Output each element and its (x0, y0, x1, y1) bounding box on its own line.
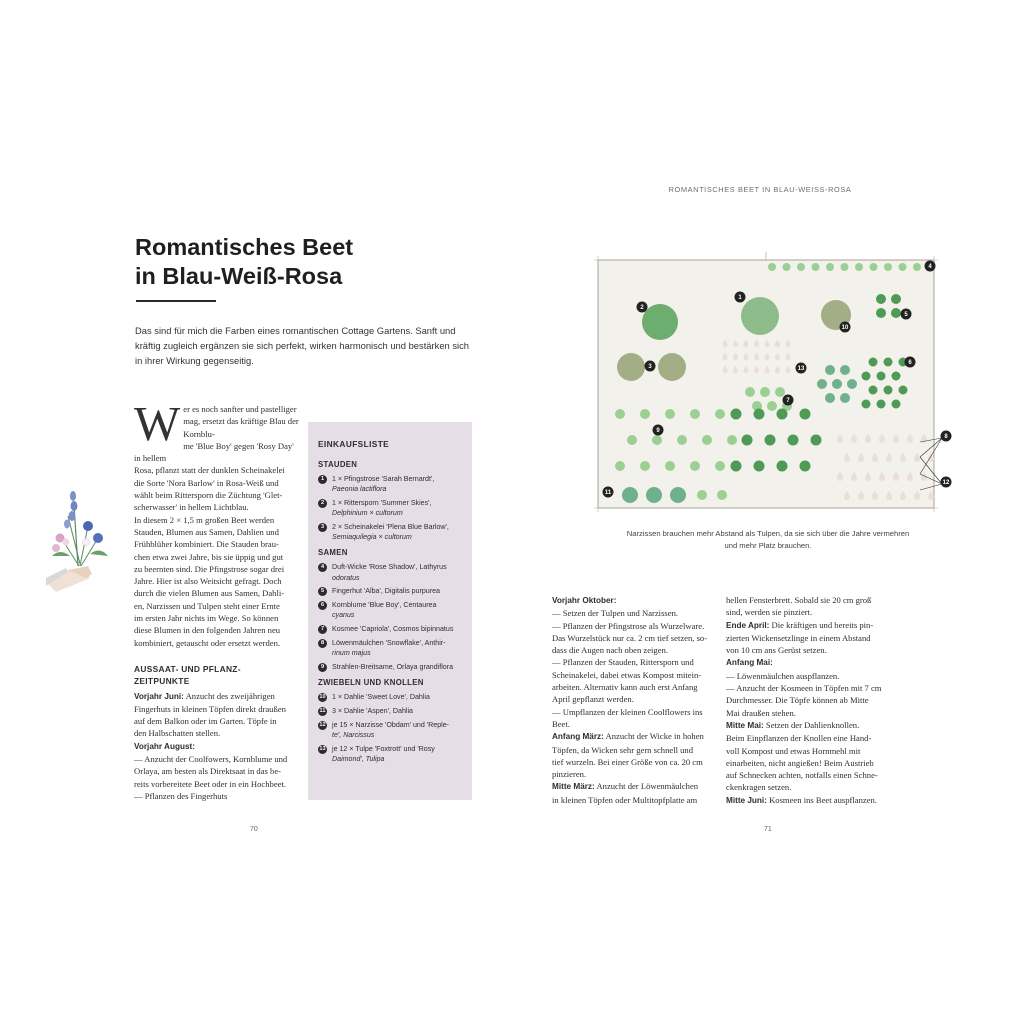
cornflower-plant (892, 372, 901, 381)
orlaya-plant (702, 435, 712, 445)
orlaya-plant (677, 435, 687, 445)
plan-number-label: 2 (640, 305, 644, 312)
item-text (332, 624, 453, 634)
schedule-line (134, 765, 304, 777)
schedule-text: Das Wurzelstück nur ca. 2 cm tief setzen, so- (552, 632, 708, 643)
schedule-text: sind, werden sie pinziert. (726, 607, 813, 618)
item-number-badge: 9 (318, 663, 327, 672)
schedule-text: Töpfen, da Wicken sehr gern schnell und (552, 744, 694, 755)
snapdragon-plant (754, 461, 765, 472)
schedule-text: reits vorbereitete Beet oder in ein Hochbeet. (134, 778, 286, 789)
shopping-item (318, 706, 462, 716)
body-line: en, Narzissen und Tulpen steht einer Ernte (134, 600, 280, 611)
body-line: durch die vielen Blumen aus Samen, Dahli- (134, 588, 285, 599)
schedule-text: dass die Augen nach oben zeigen. (552, 645, 668, 656)
shopping-item (318, 662, 462, 672)
schedule-label: Mitte Juni: (726, 795, 767, 805)
dahlia-aspen-plant (622, 487, 638, 503)
item-description: Duft-Wicke 'Rose Shadow', Lathyrus (332, 563, 447, 572)
snapdragon-plant (800, 461, 811, 472)
orlaya-plant (717, 490, 727, 500)
schedule-line (726, 719, 890, 732)
shopping-item (318, 744, 462, 764)
aussaat-section (134, 664, 304, 802)
orlaya-plant (665, 461, 675, 471)
body-line: diese Blumen in den folgenden Jahren neu (134, 625, 281, 636)
snapdragon-plant (800, 409, 811, 420)
shopping-item (318, 720, 462, 740)
schedule-line (134, 715, 304, 727)
schedule-line (134, 727, 304, 739)
sweet-pea-plant (783, 263, 791, 271)
schedule-text: ckenkragen setzen. (726, 782, 792, 793)
cosmos-plant (840, 365, 850, 375)
shopping-item (318, 562, 462, 582)
aussaat-heading (134, 664, 304, 688)
orlaya-plant (690, 461, 700, 471)
schedule-line (726, 745, 890, 757)
schedule-column-left (552, 594, 716, 806)
schedule-line (134, 790, 304, 802)
schedule-text: von 10 cm ans Gerüst setzen. (726, 645, 827, 656)
plan-number-label: 4 (928, 264, 932, 271)
schedule-text: Setzen der Dahlienknollen. (763, 719, 860, 730)
cosmos-plant (832, 379, 842, 389)
item-number-badge: 12 (319, 721, 326, 728)
schedule-label: Anfang März: (552, 732, 604, 742)
caption-line: Narzissen brauchen mehr Abstand als Tulpen, da sie sich über die Jahre vermehren (626, 529, 910, 538)
bouquet-illustration (46, 486, 116, 596)
cornflower-plant (869, 386, 878, 395)
schedule-line (134, 753, 304, 765)
columbine-plant (617, 353, 645, 381)
sweet-pea-plant (812, 263, 820, 271)
schedule-line (552, 756, 716, 768)
schedule-label: Vorjahr Juni: (134, 691, 184, 701)
schedule-line (726, 632, 890, 644)
peony-plant (741, 297, 779, 335)
cornflower-plant (892, 400, 901, 409)
intro-paragraph: Das sind für mich die Farben eines romantischen Cottage Gartens. Sanft und kräftig zugleich ergänzen sie sich perfekt, wirken harmonisch und bestärken sich in ihrer Wirkung gegenseitig. (135, 325, 470, 366)
schedule-line (134, 690, 304, 703)
drop-cap: W (134, 396, 181, 451)
item-text (332, 662, 453, 672)
schedule-label: Anfang Mai: (726, 658, 773, 668)
item-latin-name: cyanus (332, 611, 355, 620)
item-text (332, 600, 436, 620)
item-latin-name: Semiaquilegia × cultorum (332, 533, 412, 542)
schedule-label: Mitte März: (552, 782, 595, 792)
schedule-line (552, 620, 716, 632)
schedule-label: Mitte Mai: (726, 720, 764, 730)
snapdragon-plant (811, 435, 822, 446)
item-text (332, 692, 430, 702)
schedule-text: — Umpflanzen der kleinen Coolflowers ins (552, 706, 703, 717)
schedule-line (552, 632, 716, 644)
body-line: chen etwa zwei Jahre, bis sie üppig und gut (134, 551, 284, 562)
schedule-text: pinzieren. (552, 769, 587, 780)
snapdragon-plant (777, 409, 788, 420)
item-number-badge: 7 (318, 625, 327, 634)
columbine-plant (658, 353, 686, 381)
shopping-item (318, 498, 462, 518)
schedule-line (726, 781, 890, 793)
shopping-item (318, 638, 462, 658)
schedule-text: April gepflanzt werden. (552, 694, 634, 705)
schedule-line (134, 778, 304, 790)
plan-number-label: 7 (786, 398, 790, 405)
garden-plan (590, 252, 950, 516)
schedule-line (134, 740, 304, 753)
body-line: Stauden, Blumen aus Samen, Dahlien und (134, 526, 279, 537)
item-number-badge: 13 (319, 745, 326, 752)
schedule-label: Vorjahr Oktober: (552, 596, 617, 605)
schedule-text: Orlaya, am besten als Direktsaat in das be- (134, 766, 281, 777)
schedule-text: Scheinakelei, dabei etwas Kompost mitein- (552, 669, 702, 680)
schedule-line (726, 656, 890, 669)
schedule-text: Anzucht des zweijährigen (183, 690, 275, 701)
delphinium-plant (642, 304, 678, 340)
item-description: je 12 × Tulpe 'Foxtrott' und 'Rosy (332, 744, 435, 753)
body-line: Rosa, pflanzt statt der dunklen Scheinakelei (134, 465, 285, 476)
item-description: 1 × Dahlie 'Sweet Love', Dahlia (332, 693, 430, 702)
item-description: Fingerhut 'Alba', Digitalis purpurea (332, 587, 440, 596)
item-text (332, 586, 440, 596)
snapdragon-plant (742, 435, 753, 446)
cosmos-plant (760, 387, 770, 397)
schedule-line (552, 693, 716, 705)
snapdragon-plant (765, 435, 776, 446)
schedule-line (726, 619, 890, 632)
shopping-groups (318, 460, 462, 764)
schedule-line (552, 744, 716, 756)
snapdragon-plant (754, 409, 765, 420)
body-line: wählt beim Rittersporn die Züchtung 'Glet- (134, 490, 283, 501)
sweet-pea-plant (797, 263, 805, 271)
cosmos-plant (745, 387, 755, 397)
schedule-line (726, 757, 890, 769)
item-text (332, 474, 434, 494)
schedule-text: auf dem Balkon oder im Garten. Töpfe in (134, 716, 277, 727)
orlaya-plant (690, 409, 700, 419)
body-line: die Sorte 'Nora Barlow' in Rosa-Weiß und (134, 477, 279, 488)
plan-number-label: 12 (942, 480, 950, 487)
schedule-text: Anzucht der Wicke in hohen (603, 731, 704, 742)
plan-number-label: 3 (648, 364, 652, 371)
item-text (332, 720, 449, 740)
plan-number-label: 6 (908, 360, 912, 367)
sweet-pea-plant (841, 263, 849, 271)
item-latin-name: odoratus (332, 573, 360, 582)
dahlia-aspen-plant (670, 487, 686, 503)
plan-number-label: 1 (738, 295, 742, 302)
snapdragon-plant (788, 435, 799, 446)
sweet-pea-plant (870, 263, 878, 271)
schedule-line (726, 732, 890, 744)
orlaya-plant (715, 461, 725, 471)
snapdragon-plant (731, 409, 742, 420)
item-number-badge: 2 (318, 499, 327, 508)
schedule-line (134, 703, 304, 715)
item-number-badge: 4 (318, 563, 327, 572)
plan-number-label: 10 (841, 325, 849, 332)
body-line: Jahre. Hier ist also Weitsicht gefragt. Doch (134, 576, 282, 587)
cornflower-plant (869, 358, 878, 367)
cosmos-plant (817, 379, 827, 389)
shopping-item (318, 692, 462, 702)
shopping-group-heading: ZWIEBELN UND KNOLLEN (318, 678, 424, 688)
item-description: 1 × Pfingstrose 'Sarah Bernardt', (332, 475, 435, 483)
title-rule (136, 300, 216, 302)
item-number-badge: 10 (319, 694, 326, 701)
shopping-list-panel (308, 422, 472, 800)
item-number-badge: 8 (318, 639, 327, 648)
item-description: Löwenmäulchen 'Snowflake', Anthir- (332, 639, 446, 647)
orlaya-plant (652, 435, 662, 445)
item-description: 3 × Dahlie 'Aspen', Dahlia (332, 707, 413, 715)
item-text (332, 744, 435, 764)
cornflower-plant (862, 400, 871, 409)
schedule-line (552, 706, 716, 718)
schedule-text: tief wurzeln. Bei einer Größe von ca. 20 cm (552, 756, 703, 767)
orlaya-plant (715, 409, 725, 419)
item-latin-name: rinum majus (332, 649, 371, 658)
cornflower-plant (877, 372, 886, 381)
foxglove-plant (891, 294, 901, 304)
schedule-line (552, 607, 716, 619)
cornflower-plant (877, 400, 886, 409)
plan-number-label: 13 (797, 366, 805, 373)
body-line: me 'Blue Boy' gegen 'Rosy Day' in hellem (134, 440, 294, 464)
schedule-text: — Löwenmäulchen auspflanzen. (726, 670, 840, 681)
cosmos-plant (825, 365, 835, 375)
shopping-item (318, 600, 462, 620)
schedule-text: in kleinen Töpfen oder Multitopfplatte am (552, 794, 698, 805)
item-text (332, 706, 413, 716)
body-line: Frühblüher kombiniert. Die Stauden brau- (134, 539, 279, 550)
body-line: kombiniert, getauscht oder ersetzt werden. (134, 637, 281, 648)
schedule-line (552, 768, 716, 780)
shopping-group-heading: STAUDEN (318, 460, 358, 469)
body-text (134, 396, 302, 649)
schedule-line (552, 780, 716, 793)
schedule-line (552, 730, 716, 743)
aussaat-heading-line: ZEITPUNKTE (134, 675, 190, 686)
schedule-text: zierten Wickensetzlinge in einem Abstand (726, 632, 871, 643)
orlaya-plant (640, 461, 650, 471)
shopping-item (318, 586, 462, 596)
sweet-pea-plant (826, 263, 834, 271)
schedule-column-right (726, 594, 890, 807)
item-latin-name: Paeonia lactiflora (332, 485, 387, 494)
running-head: ROMANTISCHES BEET IN BLAU-WEISS-ROSA (668, 185, 852, 194)
page-number-right: 71 (764, 826, 772, 833)
schedule-line (726, 594, 890, 606)
aussaat-lines (134, 690, 304, 803)
shopping-list-title: EINKAUFSLISTE (318, 439, 390, 449)
foxglove-plant (891, 308, 901, 318)
shopping-item (318, 522, 462, 542)
item-description: je 15 × Narzisse 'Obdam' und 'Reple- (332, 720, 450, 729)
schedule-line (726, 794, 890, 807)
orlaya-plant (627, 435, 637, 445)
item-number-badge: 3 (318, 523, 327, 532)
schedule-text: — Anzucht der Kosmeen in Töpfen mit 7 cm (726, 683, 882, 694)
item-number-badge: 1 (318, 475, 327, 484)
cornflower-plant (899, 386, 908, 395)
snapdragon-plant (777, 461, 788, 472)
body-line: im ersten Jahr nichts im Wege. So können (134, 613, 279, 624)
item-latin-name: Daimond', Tulipa (332, 755, 385, 763)
plan-number-label: 8 (944, 434, 948, 441)
schedule-line (726, 670, 890, 682)
schedule-text: — Pflanzen der Pfingstrose als Wurzelware. (552, 620, 705, 631)
schedule-line (552, 669, 716, 681)
schedule-text: — Pflanzen der Stauden, Rittersporn und (552, 657, 694, 668)
item-number-badge: 11 (319, 708, 326, 714)
sweet-pea-plant (899, 263, 907, 271)
schedule-line (726, 682, 890, 694)
item-text (332, 522, 449, 542)
item-number-badge: 5 (318, 587, 327, 596)
schedule-text: Beim Einpflanzen der Knollen eine Hand- (726, 733, 872, 744)
caption-line: und mehr Platz brauchen. (724, 541, 812, 550)
plan-number-label: 9 (656, 428, 660, 435)
body-line: scherwasser' in hellem Lichtblau. (134, 502, 249, 513)
schedule-text: Beet. (552, 718, 570, 729)
schedule-text: arbeiten. Alternativ kann auch erst Anfang (552, 682, 698, 693)
schedule-line (726, 644, 890, 656)
schedule-line (726, 769, 890, 781)
foxglove-plant (876, 294, 886, 304)
orlaya-plant (615, 461, 625, 471)
item-description: 2 × Scheinakelei 'Plena Blue Barlow', (332, 523, 449, 531)
schedule-line (726, 694, 890, 706)
page-number-left: 70 (250, 826, 258, 833)
dahlia-aspen-plant (646, 487, 662, 503)
shopping-item (318, 474, 462, 494)
sweet-pea-plant (768, 263, 776, 271)
item-description: 1 × Rittersporn 'Summer Skies', (332, 499, 432, 507)
item-description: Kosmee 'Capriola', Cosmos bipinnatus (332, 625, 454, 634)
snapdragon-plant (731, 461, 742, 472)
sweet-pea-plant (884, 263, 892, 271)
item-number-badge: 6 (318, 601, 327, 610)
body-line: mag, ersetzt das kräftige Blau der Kornblu- (183, 416, 299, 439)
schedule-text: Mai draußen stehen. (726, 707, 796, 718)
schedule-text: Die kräftigen und bereits pin- (769, 619, 874, 630)
body-line: zu beernten sind. Die Pfingstrose sogar drei (134, 563, 285, 574)
cornflower-plant (862, 372, 871, 381)
shopping-group-heading: SAMEN (318, 548, 348, 558)
schedule-label: Vorjahr August: (134, 741, 195, 751)
schedule-text: — Pflanzen des Fingerhuts (134, 790, 228, 801)
schedule-line (726, 707, 890, 719)
item-description: Strahlen-Breitsame, Orlaya grandiflora (332, 663, 454, 671)
item-latin-name: te', Narcissus (332, 731, 375, 739)
schedule-text: voll Kompost und etwas Hornmehl mit (726, 745, 861, 756)
shopping-item (318, 624, 462, 634)
cosmos-plant (775, 387, 785, 397)
orlaya-plant (640, 409, 650, 419)
plan-number-label: 11 (604, 490, 612, 497)
schedule-line (552, 718, 716, 730)
schedule-line (552, 594, 716, 607)
schedule-line (552, 794, 716, 806)
orlaya-plant (727, 435, 737, 445)
schedule-text: Durchmesser. Die Töpfe können ab Mitte (726, 695, 869, 706)
title-line-1: Romantisches Beet (135, 234, 354, 260)
cosmos-plant (825, 393, 835, 403)
orlaya-plant (665, 409, 675, 419)
schedule-text: Kosmeen ins Beet auspflanzen. (766, 794, 877, 805)
schedule-line (552, 644, 716, 656)
title-line-2: in Blau-Weiß-Rosa (135, 263, 343, 289)
body-line: In diesem 2 × 1,5 m großen Beet werden (134, 514, 275, 525)
cornflower-plant (884, 386, 893, 395)
schedule-text: — Setzen der Tulpen und Narzissen. (552, 608, 679, 619)
schedule-text: hellen Fensterbrett. Sobald sie 20 cm groß (726, 595, 872, 605)
cosmos-plant (847, 379, 857, 389)
cornflower-plant (884, 358, 893, 367)
schedule-line (552, 681, 716, 693)
schedule-text: Anzucht der Löwenmäulchen (594, 781, 699, 792)
schedule-text: — Anzucht der Coolfowers, Kornblume und (134, 754, 288, 765)
item-text (332, 498, 432, 518)
aussaat-heading-line: AUSSAAT- UND PFLANZ- (134, 664, 241, 674)
schedule-line (726, 606, 890, 618)
plan-number-label: 5 (904, 312, 908, 319)
cosmos-plant (840, 393, 850, 403)
page-title (135, 233, 435, 291)
schedule-label: Ende April: (726, 620, 770, 630)
item-text (332, 562, 447, 582)
item-text (332, 638, 446, 658)
body-line: er es noch sanfter und pastelliger (183, 404, 297, 414)
sweet-pea-plant (913, 263, 921, 271)
sweet-pea-plant (855, 263, 863, 271)
schedule-text: auf Schnecken achten, notfalls einen Schne- (726, 770, 878, 781)
schedule-text: Fingerhuts in kleinen Töpfen direkt draußen (134, 703, 286, 714)
orlaya-plant (615, 409, 625, 419)
plan-caption (590, 528, 946, 552)
item-description: Kornblume 'Blue Boy', Centaurea (332, 601, 437, 610)
schedule-line (552, 656, 716, 668)
cosmos-plant (767, 401, 777, 411)
foxglove-plant (876, 308, 886, 318)
item-latin-name: Delphinium × cultorum (332, 509, 403, 518)
schedule-text: den Halbschatten stellen. (134, 728, 221, 739)
orlaya-plant (697, 490, 707, 500)
schedule-text: einarbeiten, nicht angießen! Beim Austrieb (726, 757, 874, 768)
